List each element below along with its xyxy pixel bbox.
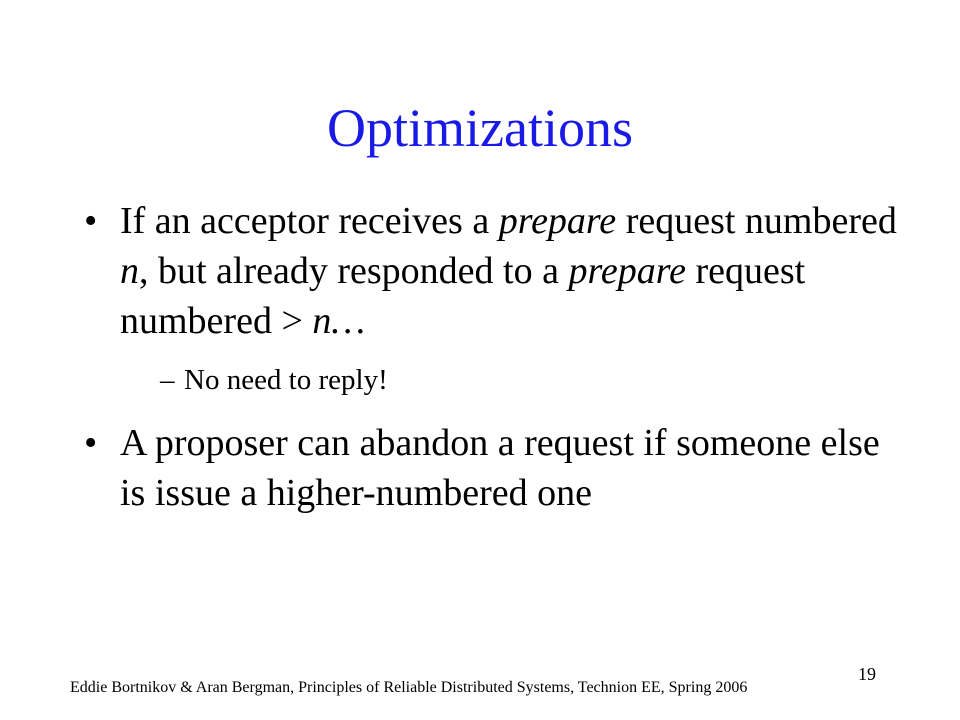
footer-copyright: Eddie Bortnikov & Aran Bergman, Principles of Reliable Distributed Systems, Technion EE, Spring 2006 [70,679,748,696]
bullet-text-italic: n [312,300,332,342]
bullet-marker: • [84,422,98,464]
bullet-text-italic: … [331,300,366,342]
bullet-text-1 [120,196,904,346]
bullet-text-segment: request numbered > [120,250,806,342]
bullet-item-2 [84,418,904,518]
page-number: 19 [858,664,876,684]
slide-title: Optimizations [327,98,633,158]
bullet-text-segment: If an acceptor receives a [120,200,499,242]
sub-bullet-item-1 [160,360,860,400]
sub-bullet-text-1: No need to reply! [184,364,388,396]
bullet-text-italic: prepare [498,200,617,242]
bullet-text-italic: n [120,250,139,292]
bullet-marker: • [84,200,98,242]
bullet-text-segment: , but already responded to a [139,250,569,292]
bullet-text-italic: prepare [568,250,686,292]
bullet-text-segment: request numbered [616,200,897,242]
sub-bullet-marker: – [160,364,175,396]
bullet-text-2: A proposer can abandon a request if someone else is issue a higher-numbered one [120,422,880,514]
bullet-item-1 [84,196,904,346]
